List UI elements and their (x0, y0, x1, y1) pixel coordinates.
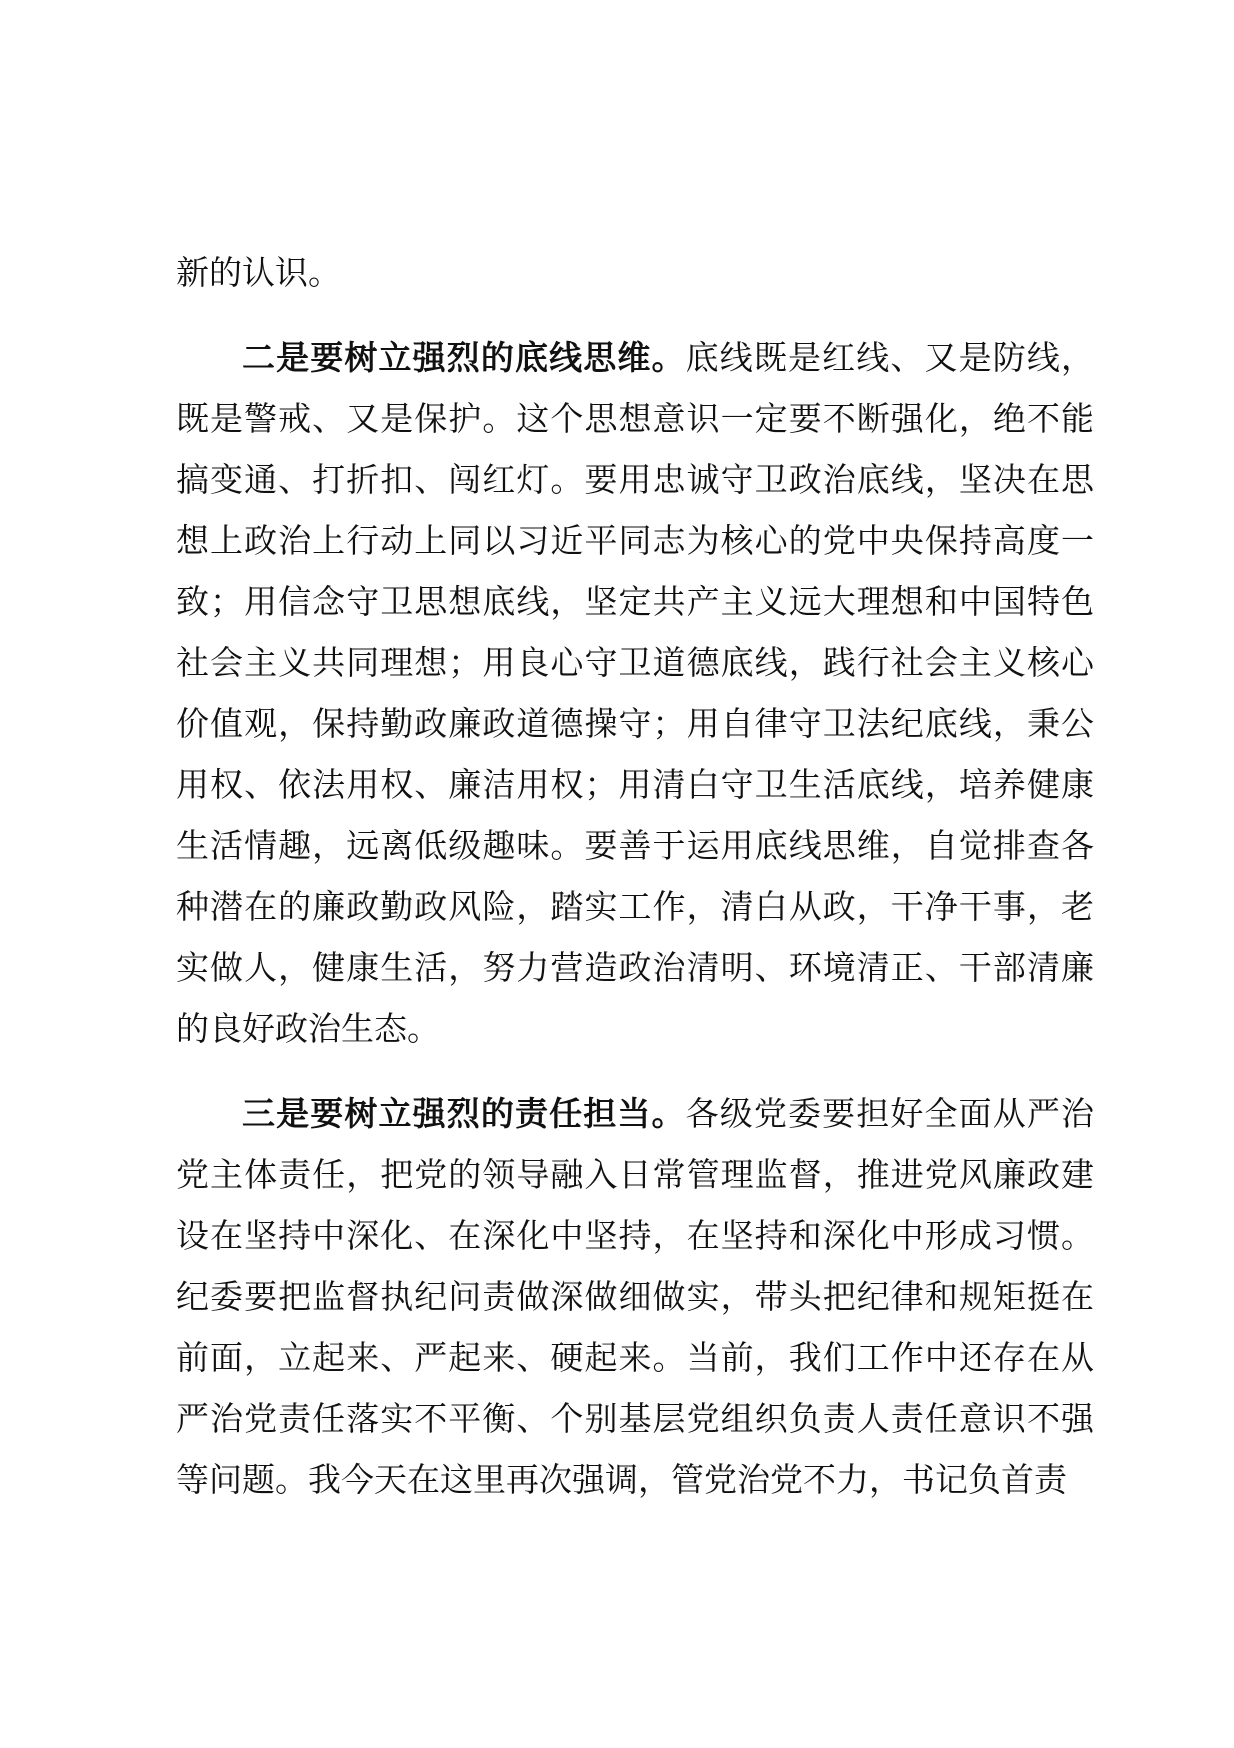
paragraph-heading: 二是要树立强烈的底线思维。 (242, 338, 686, 377)
paragraph-continuation (176, 242, 1094, 303)
paragraph-responsibility (176, 1083, 1094, 1510)
paragraph-text: 底线既是红线、又是防线，既是警戒、又是保护。这个思想意识一定要不断强化，绝不能搞变通、打折扣、闯红灯。要用忠诚守卫政治底线，坚决在思想上政治上行动上同以习近平同志为核心的党中央保持高度一致；用信念守卫思想底线，坚定共产主义远大理想和中国特色社会主义共同理想；用良心守卫道德底线，践行社会主义核心价值观，保持勤政廉政道德操守；用自律守卫法纪底线，秉公用权、依法用权、廉洁用权；用清白守卫生活底线，培养健康生活情趣，远离低级趣味。要善于运用底线思维，自觉排查各种潜在的廉政勤政风险，踏实工作，清白从政，干净干事，老实做人，健康生活，努力营造政治清明、环境清正、干部清廉的良好政治生态。 (176, 338, 1094, 1048)
paragraph-bottom-line-thinking (176, 327, 1094, 1059)
paragraph-text: 新的认识。 (176, 253, 341, 292)
paragraph-heading: 三是要树立强烈的责任担当。 (242, 1094, 686, 1133)
paragraph-text: 各级党委要担好全面从严治党主体责任，把党的领导融入日常管理监督，推进党风廉政建设在坚持中深化、在深化中坚持，在坚持和深化中形成习惯。纪委要把监督执纪问责做深做细做实，带头把纪律和规矩挺在前面，立起来、严起来、硬起来。当前，我们工作中还存在从严治党责任落实不平衡、个别基层党组织负责人责任意识不强等问题。我今天在这里再次强调，管党治党不力，书记负首责 (176, 1094, 1094, 1499)
document-page (176, 242, 1094, 1534)
